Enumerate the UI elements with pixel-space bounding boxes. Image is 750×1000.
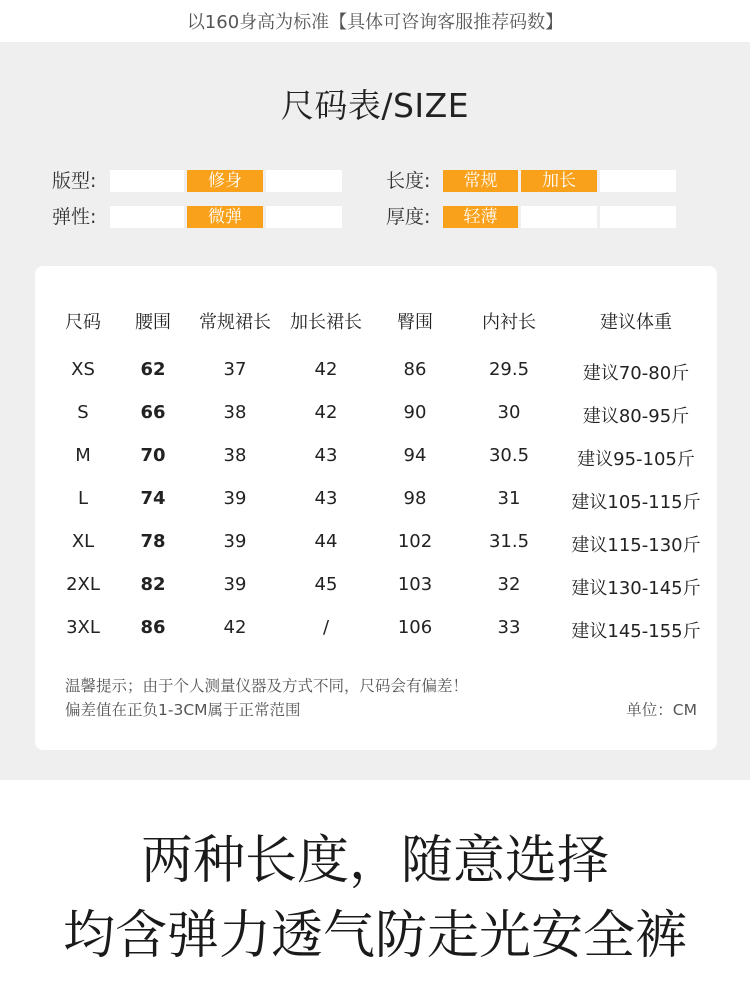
slogan-line-1: 两种长度，随意选择 (140, 831, 609, 891)
cell-size: L (77, 488, 89, 509)
thickness-option-light: 轻薄 (443, 206, 518, 228)
stretch-option-1 (110, 206, 184, 228)
cell-lining-length: 33 (497, 617, 521, 638)
length-option-long: 加长 (521, 170, 597, 192)
cell-size: M (75, 445, 91, 466)
fit-option-1 (110, 170, 184, 192)
cell-waist: 74 (140, 488, 166, 509)
header-long-length: 加长裙长 (290, 312, 362, 333)
cell-hip: 94 (403, 445, 427, 466)
measurement-note: 温馨提示；由于个人测量仪器及方式不同，尺码会有偏差！ (65, 677, 469, 695)
fit-option-slim: 修身 (187, 170, 263, 192)
fit-option-3 (266, 170, 342, 192)
length-label: 长度: (386, 170, 431, 192)
cell-lining-length: 29.5 (488, 359, 530, 380)
cell-hip: 103 (397, 574, 433, 595)
header-suggested-weight: 建议体重 (600, 312, 672, 333)
cell-long-length: 45 (314, 574, 338, 595)
cell-waist: 78 (140, 531, 166, 552)
cell-lining-length: 31 (497, 488, 521, 509)
cell-long-length: 44 (314, 531, 338, 552)
cell-lining-length: 30 (497, 402, 521, 423)
stretch-label: 弹性: (52, 206, 97, 228)
thickness-label: 厚度: (386, 206, 431, 228)
cell-regular-length: 39 (223, 531, 247, 552)
size-table-card (35, 266, 717, 750)
cell-size: 2XL (66, 574, 100, 595)
page-title: 尺码表/SIZE (280, 86, 470, 125)
fit-label: 版型: (52, 170, 97, 192)
cell-size: 3XL (66, 617, 100, 638)
cell-suggested-weight: 建议70-80斤 (582, 363, 690, 384)
cell-regular-length: 42 (223, 617, 247, 638)
thickness-option-3 (600, 206, 676, 228)
cell-hip: 86 (403, 359, 427, 380)
cell-hip: 106 (397, 617, 433, 638)
thickness-option-2 (521, 206, 597, 228)
cell-suggested-weight: 建议80-95斤 (582, 406, 690, 427)
cell-long-length: 42 (314, 402, 338, 423)
header-waist: 腰围 (135, 312, 171, 333)
top-note: 以160身高为标准【具体可咨询客服推荐码数】 (0, 0, 750, 42)
cell-regular-length: 37 (223, 359, 247, 380)
cell-suggested-weight: 建议95-105斤 (577, 449, 695, 470)
length-option-3 (600, 170, 676, 192)
cell-waist: 86 (140, 617, 166, 638)
header-lining-length: 内衬长 (482, 312, 536, 333)
length-option-regular: 常规 (443, 170, 518, 192)
cell-long-length: 43 (314, 445, 338, 466)
header-hip: 臀围 (397, 312, 433, 333)
cell-regular-length: 39 (223, 574, 247, 595)
cell-suggested-weight: 建议130-145斤 (571, 578, 701, 599)
cell-waist: 82 (140, 574, 166, 595)
cell-long-length: 43 (314, 488, 338, 509)
header-size: 尺码 (65, 312, 101, 333)
slogan-line-2: 均含弹力透气防走光安全裤 (62, 906, 687, 966)
cell-lining-length: 30.5 (488, 445, 530, 466)
cell-suggested-weight: 建议105-115斤 (571, 492, 701, 513)
cell-hip: 90 (403, 402, 427, 423)
unit-label: 单位：CM (626, 701, 697, 719)
cell-hip: 98 (403, 488, 427, 509)
tolerance-note: 偏差值在正负1-3CM属于正常范围 (65, 701, 301, 719)
cell-regular-length: 39 (223, 488, 247, 509)
header-regular-length: 常规裙长 (199, 312, 271, 333)
stretch-option-slight: 微弹 (187, 206, 263, 228)
cell-lining-length: 31.5 (488, 531, 530, 552)
cell-waist: 62 (140, 359, 166, 380)
cell-size: XL (71, 531, 95, 552)
cell-size: S (77, 402, 89, 423)
cell-regular-length: 38 (223, 402, 247, 423)
cell-size: XS (71, 359, 95, 380)
cell-hip: 102 (397, 531, 433, 552)
cell-lining-length: 32 (497, 574, 521, 595)
cell-suggested-weight: 建议145-155斤 (571, 621, 701, 642)
cell-waist: 70 (140, 445, 166, 466)
stretch-option-3 (266, 206, 342, 228)
cell-waist: 66 (140, 402, 166, 423)
cell-suggested-weight: 建议115-130斤 (571, 535, 701, 556)
cell-long-length: / (322, 617, 330, 638)
cell-long-length: 42 (314, 359, 338, 380)
cell-regular-length: 38 (223, 445, 247, 466)
